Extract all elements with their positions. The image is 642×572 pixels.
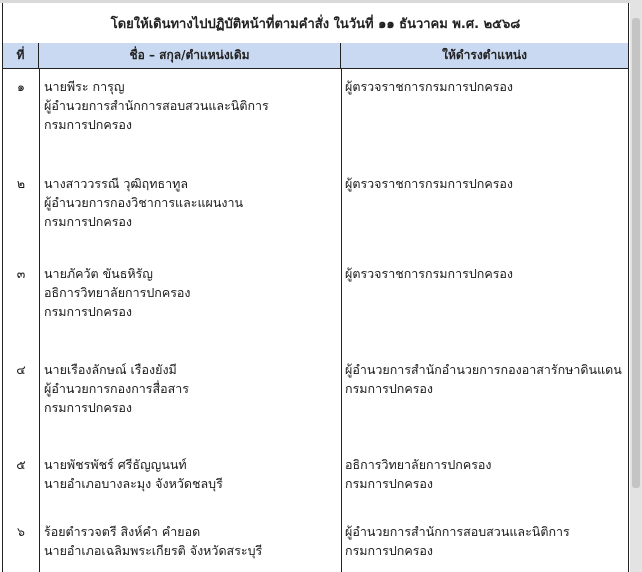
name-cell bbox=[44, 174, 338, 231]
position-cell bbox=[345, 174, 625, 193]
name-cell bbox=[44, 77, 338, 134]
new-position: ผู้ตรวจราชการกรมการปกครอง bbox=[345, 176, 514, 191]
former-department: กรมการปกครอง bbox=[44, 117, 133, 132]
person-name: ร้อยตำรวจตรี สิงห์คำ คำยอด bbox=[44, 524, 201, 539]
column-header-position: ให้ดำรงตำแหน่ง bbox=[341, 43, 628, 69]
page-title: โดยให้เดินทางไปปฏิบัติหน้าที่ตามคำสั่ง ในวันที่ ๑๑ ธันวาคม พ.ศ. ๒๕๖๘ bbox=[3, 3, 628, 44]
person-name: นายภัควัต ขันธหิรัญ bbox=[44, 266, 153, 281]
column-divider bbox=[341, 69, 342, 572]
position-cell bbox=[345, 522, 625, 560]
column-divider bbox=[39, 69, 40, 572]
new-department: กรมการปกครอง bbox=[345, 543, 434, 558]
name-cell bbox=[44, 264, 338, 321]
name-cell bbox=[44, 522, 338, 560]
position-cell bbox=[345, 455, 625, 493]
row-number: ๔ bbox=[16, 362, 26, 377]
new-position: ผู้อำนวยการสำนักอำนวยการกองอาสารักษาดินแดน bbox=[345, 362, 622, 377]
position-cell bbox=[345, 264, 625, 283]
former-department: กรมการปกครอง bbox=[44, 214, 133, 229]
row-number: ๕ bbox=[16, 457, 26, 472]
former-department: กรมการปกครอง bbox=[44, 400, 133, 415]
row-number: ๖ bbox=[17, 524, 25, 539]
new-position: อธิการวิทยาลัยการปกครอง bbox=[345, 457, 492, 472]
document-table bbox=[2, 3, 629, 572]
scrollbar-thumb[interactable] bbox=[632, 18, 640, 488]
column-header-name: ชื่อ – สกุล/ตำแหน่งเดิม bbox=[39, 43, 341, 69]
former-department: กรมการปกครอง bbox=[44, 304, 133, 319]
new-position: ผู้ตรวจราชการกรมการปกครอง bbox=[345, 266, 514, 281]
former-position: ผู้อำนวยการสำนักการสอบสวนและนิติการ bbox=[44, 98, 269, 113]
row-number: ๑ bbox=[17, 79, 25, 94]
row-number: ๓ bbox=[16, 266, 26, 281]
person-name: นางสาววรรณี วุฒิฤทธาทูล bbox=[44, 176, 189, 191]
person-name: นายพัชรพัชร์ ศรีธัญญนนท์ bbox=[44, 457, 187, 472]
former-position: ผู้อำนวยการกองการสื่อสาร bbox=[44, 381, 190, 396]
column-header-number: ที่ bbox=[3, 43, 39, 69]
person-name: นายพีระ การุญ bbox=[44, 79, 125, 94]
position-cell bbox=[345, 77, 625, 96]
new-department: กรมการปกครอง bbox=[345, 476, 434, 491]
former-position: นายอำเภอบางละมุง จังหวัดชลบุรี bbox=[44, 476, 223, 491]
former-position: อธิการวิทยาลัยการปกครอง bbox=[44, 285, 191, 300]
new-department: กรมการปกครอง bbox=[345, 381, 434, 396]
name-cell bbox=[44, 455, 338, 493]
former-position: ผู้อำนวยการกองวิชาการและแผนงาน bbox=[44, 195, 244, 210]
name-cell bbox=[44, 360, 338, 417]
position-cell bbox=[345, 360, 625, 398]
new-position: ผู้ตรวจราชการกรมการปกครอง bbox=[345, 79, 514, 94]
row-number: ๒ bbox=[16, 176, 26, 191]
person-name: นายเรืองลักษณ์ เรืองยังมี bbox=[44, 362, 177, 377]
former-position: นายอำเภอเฉลิมพระเกียรติ จังหวัดสระบุรี bbox=[44, 543, 263, 558]
new-position: ผู้อำนวยการสำนักการสอบสวนและนิติการ bbox=[345, 524, 570, 539]
